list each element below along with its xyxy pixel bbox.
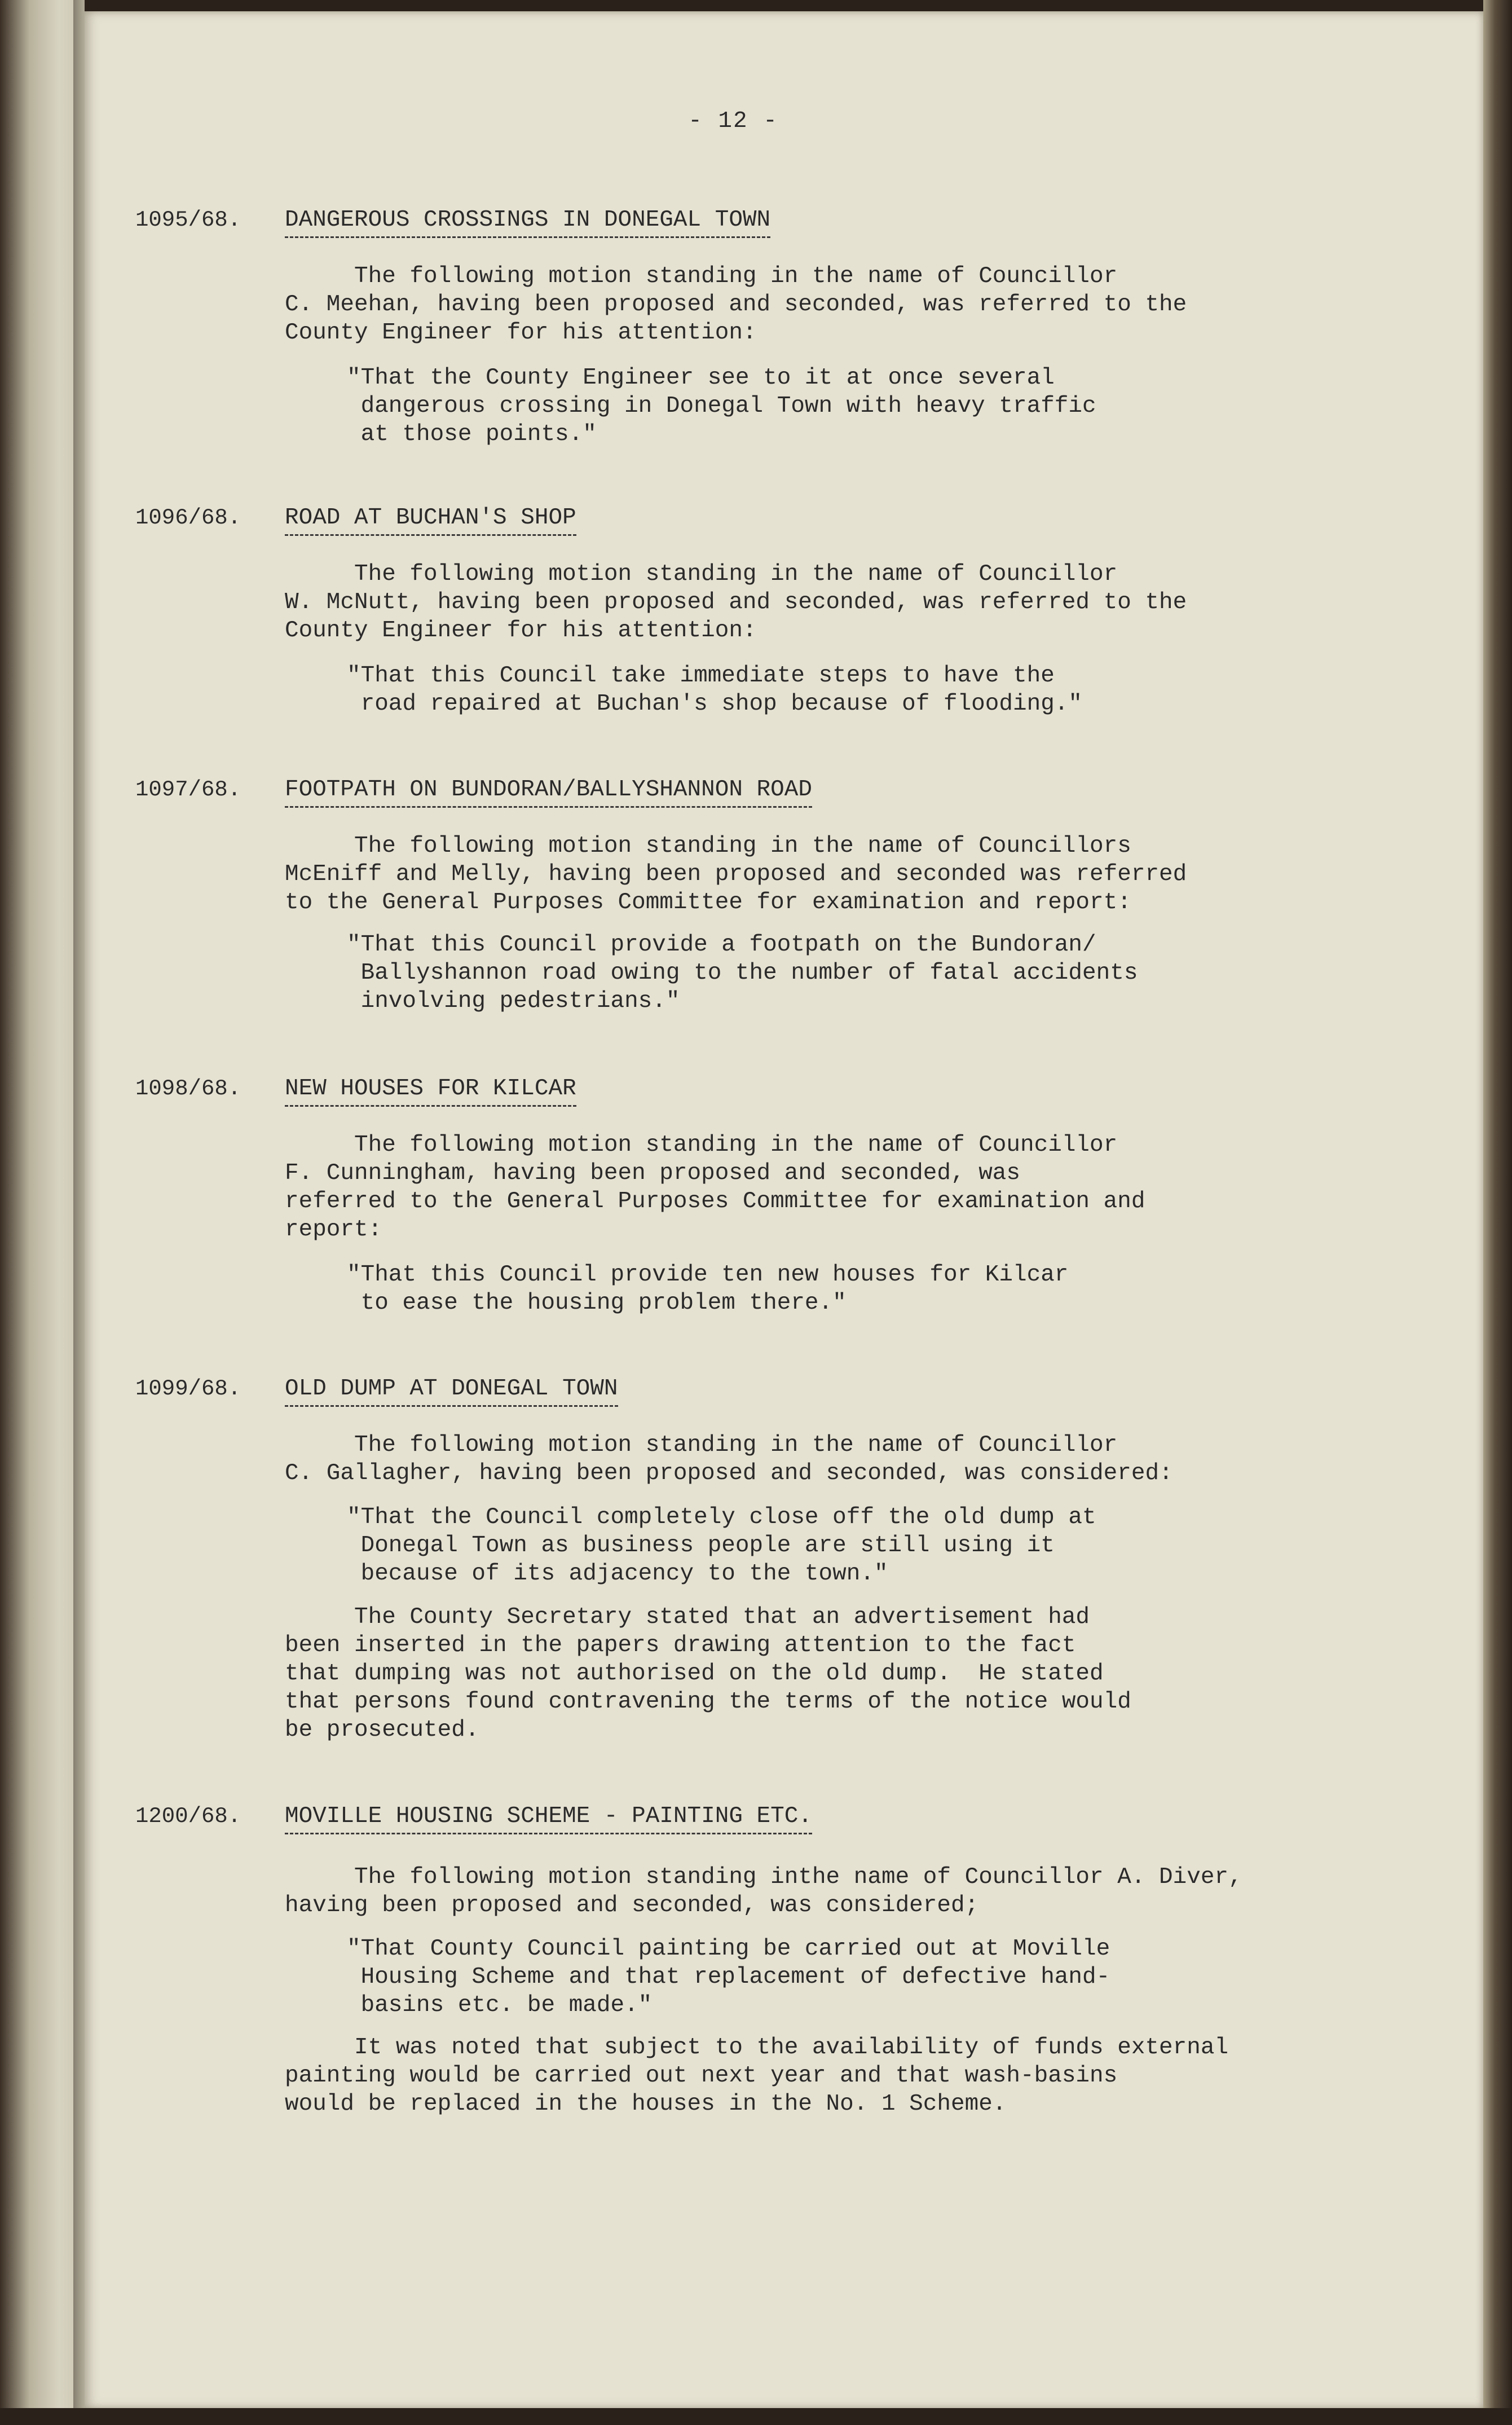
- minute-heading: MOVILLE HOUSING SCHEME - PAINTING ETC.: [285, 1802, 812, 1834]
- minute-body: The following motion standing in the name of Councillor F. Cunningham, having been proposed and seconded, was referred to the General Purposes Committee for examination and report:: [285, 1132, 1145, 1243]
- document-body: [85, 11, 1483, 2409]
- minute-heading: NEW HOUSES FOR KILCAR: [285, 1075, 576, 1107]
- minute-heading: OLD DUMP AT DONEGAL TOWN: [285, 1375, 618, 1407]
- minute-ref: 1200/68.: [135, 1804, 241, 1829]
- minute-heading: FOOTPATH ON BUNDORAN/BALLYSHANNON ROAD: [285, 776, 812, 808]
- document-page: [85, 11, 1483, 2409]
- minute-ref: 1097/68.: [135, 777, 241, 802]
- minute-body: The following motion standing in the name of Councillor C. Meehan, having been proposed and seconded, was referred to the County Engineer for his attention:: [285, 263, 1187, 346]
- minute-heading: DANGEROUS CROSSINGS IN DONEGAL TOWN: [285, 206, 770, 238]
- minute-body: The following motion standing inthe name of Councillor A. Diver, having been proposed and seconded, was considered;: [285, 1864, 1242, 1918]
- left-page-gutter: [0, 0, 85, 2425]
- motion-quote: "That this Council provide ten new houses for Kilcar to ease the housing problem there.": [347, 1262, 1069, 1316]
- motion-quote: "That the Council completely close off the old dump at Donegal Town as business people are still using it because of its adjacency to the town.": [347, 1504, 1096, 1587]
- minute-body: The following motion standing in the name of Councillors McEniff and Melly, having been proposed and seconded was referred to the General Purposes Committee for examination and report:: [285, 833, 1187, 916]
- minute-body: The following motion standing in the name of Councillor C. Gallagher, having been proposed and seconded, was considered:: [285, 1432, 1173, 1486]
- motion-quote: "That County Council painting be carried out at Moville Housing Scheme and that replacement of defective hand- basins etc. be made.": [347, 1936, 1110, 2018]
- motion-quote: "That this Council provide a footpath on the Bundoran/ Ballyshannon road owing to the number of fatal accidents involving pedestrians.": [347, 932, 1138, 1014]
- minute-body: The following motion standing in the name of Councillor W. McNutt, having been proposed and seconded, was referred to the County Engineer for his attention:: [285, 561, 1187, 644]
- minute-ref: 1096/68.: [135, 505, 241, 530]
- book-right-edge: [1483, 0, 1512, 2425]
- motion-quote: "That the County Engineer see to it at once several dangerous crossing in Donegal Town with heavy traffic at those points.": [347, 365, 1096, 447]
- book-bottom-edge: [0, 2408, 1512, 2425]
- motion-quote: "That this Council take immediate steps to have the road repaired at Buchan's shop because of flooding.": [347, 663, 1083, 717]
- minute-note: The County Secretary stated that an advertisement had been inserted in the papers drawing attention to the fact that dumping was not authorised on the old dump. He stated that persons found contravening the terms of the notice would be prosecuted.: [285, 1604, 1131, 1743]
- minute-ref: 1098/68.: [135, 1076, 241, 1101]
- minute-heading: ROAD AT BUCHAN'S SHOP: [285, 504, 576, 536]
- minute-note: It was noted that subject to the availability of funds external painting would be carried out next year and that wash-basins would be replaced in the houses in the No. 1 Scheme.: [285, 2035, 1229, 2117]
- minute-ref: 1099/68.: [135, 1376, 241, 1401]
- page-number: - 12 -: [688, 108, 778, 134]
- minute-ref: 1095/68.: [135, 208, 241, 232]
